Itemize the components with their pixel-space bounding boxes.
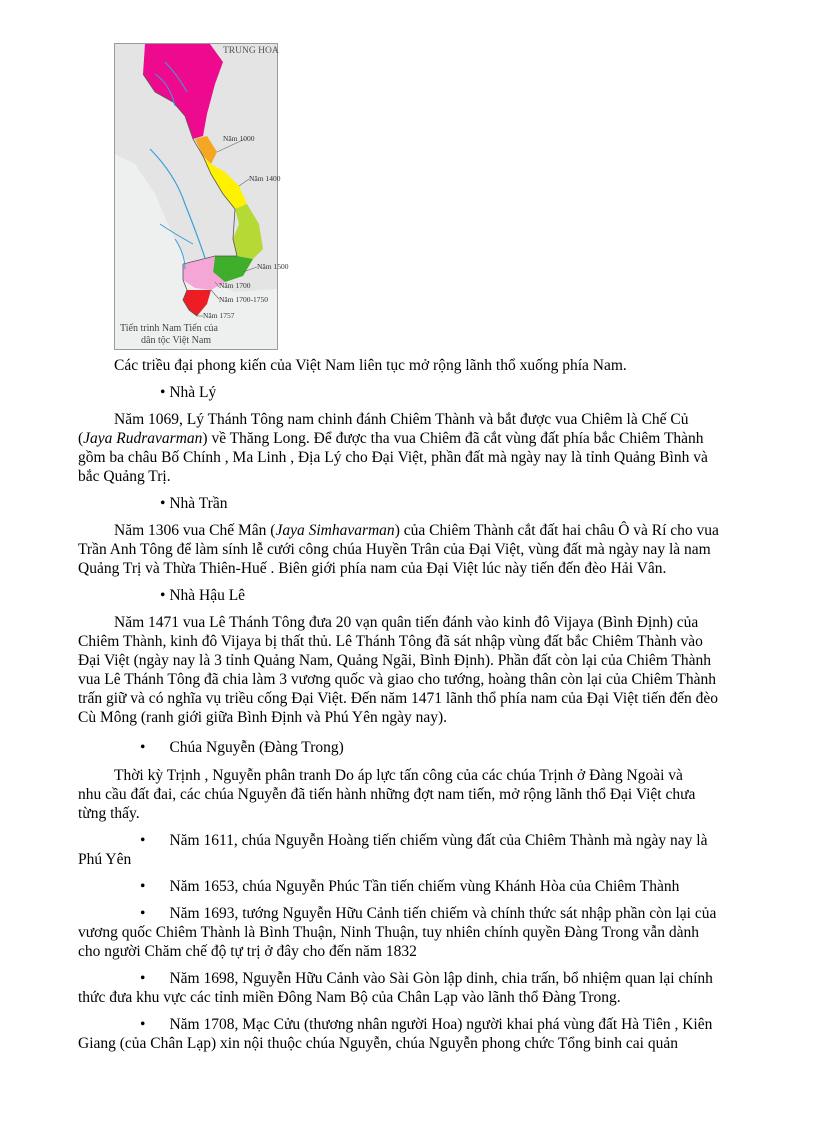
map-caption-line2: dân tộc Việt Nam <box>141 335 212 346</box>
map-label-1700-1750: Năm 1700-1750 <box>219 295 268 304</box>
map-label-1500: Năm 1500 <box>257 262 289 271</box>
expansion-map <box>114 43 289 350</box>
nguyen-intro-1: Thời kỳ Trịnh , Nguyễn phân tranh Do áp lực tấn công của các chúa Trịnh ở Đàng Ngoài và <box>114 767 683 784</box>
map-label-trung-hoa: TRUNG HOA <box>223 46 279 56</box>
le-line-4: vua Lê Thánh Tông đã chia làm 3 vương quốc và giao cho tướng, hoàng thân còn lại của Chiêm Thành <box>78 671 716 688</box>
le-line-2: Chiêm Thành, kinh đô Vijaya bị thất thủ. Lê Thánh Tông đã sát nhập vùng đất bắc Chiêm Thành vào <box>78 633 703 650</box>
map-label-1400: Năm 1400 <box>249 174 281 183</box>
tran-line-1: Năm 1306 vua Chế Mân (Jaya Simhavarman) của Chiêm Thành cắt đất hai châu Ô và Rí cho vua <box>114 522 719 539</box>
tran-line-2: Trần Anh Tông để làm sính lễ cưới công chúa Huyền Trân của Đại Việt, vùng đất mà ngày nay là nam <box>78 541 711 558</box>
map-label-1700: Năm 1700 <box>219 281 251 290</box>
nguyen-item-1698-line1: • Năm 1698, Nguyễn Hữu Cảnh vào Sài Gòn lập dinh, chia trấn, bổ nhiệm quan lại chính <box>140 970 713 987</box>
heading-nha-tran: • Nhà Trần <box>160 495 228 512</box>
le-line-6: Cù Mông (ranh giới giữa Bình Định và Phú Yên ngày nay). <box>78 709 448 726</box>
nguyen-item-1708-line1: • Năm 1708, Mạc Cửu (thương nhân người Hoa) người khai phá vùng đất Hà Tiên , Kiên <box>140 1016 713 1033</box>
map-caption-line1: Tiến trình Nam Tiến của <box>120 323 218 334</box>
nguyen-intro-2: nhu cầu đất đai, các chúa Nguyễn đã tiến hành những đợt nam tiến, mở rộng lãnh thổ Đại Việt chưa <box>78 786 696 803</box>
nguyen-item-1693-line2: vương quốc Chiêm Thành là Bình Thuận, Ninh Thuận, tuy nhiên chính quyền Đàng Trong vẫn dành <box>78 924 700 941</box>
ly-line-3: gồm ba châu Bố Chính , Ma Linh , Địa Lý cho Đại Việt, phần đất mà ngày nay là tỉnh Quảng Bình và <box>78 449 708 466</box>
ly-line-4: bắc Quảng Trị. <box>78 468 171 485</box>
ly-line-2: (Jaya Rudravarman) về Thăng Long. Để được tha vua Chiêm đã cắt vùng đất phía bắc Chiêm Thành <box>78 430 704 447</box>
heading-nha-hau-le: • Nhà Hậu Lê <box>160 587 246 604</box>
ly-line-1: Năm 1069, Lý Thánh Tông nam chinh đánh Chiêm Thành và bắt được vua Chiêm là Chế Củ <box>114 411 689 428</box>
nguyen-item-1708-line2: Giang (của Chân Lạp) xin nội thuộc chúa Nguyễn, chúa Nguyễn phong chức Tổng binh cai quản <box>78 1035 678 1052</box>
nguyen-item-1693-line3: cho người Chăm chế độ tự trị ở đây cho đến năm 1832 <box>78 943 417 960</box>
nguyen-item-1653: • Năm 1653, chúa Nguyễn Phúc Tần tiến chiếm vùng Khánh Hòa của Chiêm Thành <box>140 878 680 895</box>
nguyen-item-1611-line2: Phú Yên <box>78 851 132 868</box>
nguyen-item-1698-line2: thức đưa khu vực các tỉnh miền Đông Nam Bộ của Chân Lạp vào lãnh thổ Đàng Trong. <box>78 989 621 1006</box>
le-line-1: Năm 1471 vua Lê Thánh Tông đưa 20 vạn quân tiến đánh vào kinh đô Vijaya (Bình Định) của <box>114 614 699 631</box>
heading-nha-ly: • Nhà Lý <box>160 384 217 401</box>
nguyen-item-1693-line1: • Năm 1693, tướng Nguyễn Hữu Cảnh tiến chiếm và chính thức sát nhập phần còn lại của <box>140 905 717 922</box>
map-label-1000: Năm 1000 <box>223 134 255 143</box>
nguyen-intro-3: từng thấy. <box>78 805 140 822</box>
heading-chua-nguyen: • Chúa Nguyễn (Đàng Trong) <box>140 739 344 756</box>
le-line-3: Đại Việt (ngày nay là 3 tỉnh Quảng Nam, Quảng Ngãi, Bình Định). Phần đất còn lại của Chiêm Thành <box>78 652 712 669</box>
tran-line-3: Quảng Trị và Thừa Thiên-Huế . Biên giới phía nam của Đại Việt lúc này tiến đến đèo Hải Vân. <box>78 560 667 577</box>
intro-text: Các triều đại phong kiến của Việt Nam liên tục mở rộng lãnh thổ xuống phía Nam. <box>114 357 627 374</box>
nguyen-item-1611-line1: • Năm 1611, chúa Nguyễn Hoàng tiến chiếm vùng đất của Chiêm Thành mà ngày nay là <box>140 832 708 849</box>
map-label-1757: Năm 1757 <box>203 311 235 320</box>
le-line-5: trấn giữ và có nghĩa vụ triều cống Đại Việt. Đến năm 1471 lãnh thổ phía nam của Đại Việt tiến đến đèo <box>78 690 719 707</box>
